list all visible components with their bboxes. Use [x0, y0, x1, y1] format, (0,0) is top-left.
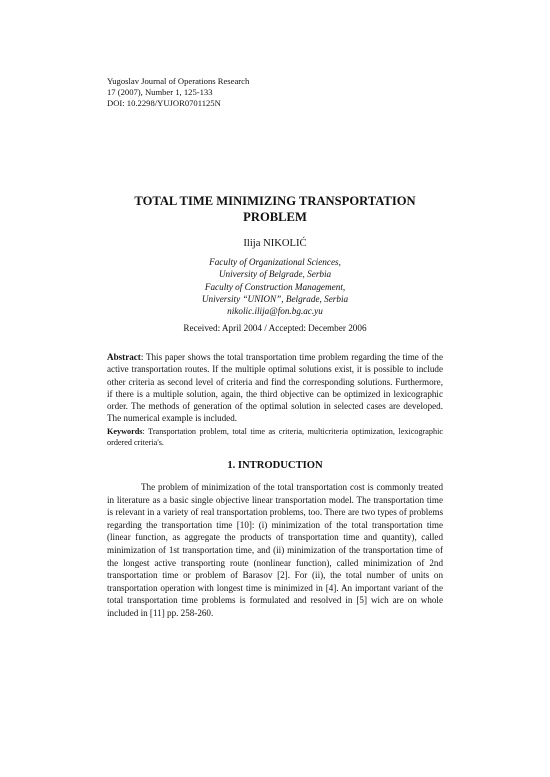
abstract	[107, 351, 443, 425]
paper-title-line-2: PROBLEM	[243, 210, 307, 224]
journal-volume: 17 (2007), Number 1, 125-133	[107, 87, 213, 98]
abstract-label: Abstract	[107, 352, 141, 362]
keywords	[107, 426, 443, 449]
affiliation-line-1: Faculty of Organizational Sciences,	[209, 257, 341, 267]
keywords-label: Keywords	[107, 427, 143, 436]
affiliation-line-4: University “UNION”, Belgrade, Serbia	[201, 293, 349, 304]
paper-title-line-1: TOTAL TIME MINIMIZING TRANSPORTATION	[134, 194, 416, 208]
journal-header	[107, 76, 249, 110]
author-email: nikolic.ilija@fon.bg.ac.yu	[227, 306, 323, 317]
journal-name: Yugoslav Journal of Operations Research	[107, 76, 250, 86]
author-affiliation	[100, 256, 450, 317]
author-name: Ilija NIKOLIĆ	[243, 238, 307, 249]
affiliation-line-2: University of Belgrade, Serbia	[218, 269, 332, 280]
section-heading: 1. INTRODUCTION	[227, 460, 323, 471]
paper-title	[100, 193, 450, 225]
affiliation-line-3: Faculty of Construction Management,	[204, 281, 346, 292]
abstract-text: : This paper shows the total transportation time problem regarding the time of the active transportation routes. If the multiple optimal solutions exist, it is possible to include other criteria as second level of criteria and find the corresponding solutions. Furthermore, if there is a multiple solution, again, the third objective can be optimized in lexicographic order. The methods of generation of the optimal solution in selected cases are developed. The numerical example is included.	[107, 352, 443, 424]
intro-paragraph: The problem of minimization of the total transportation cost is commonly treated in literature as a basic single objective linear transportation model. The transportation time is relevant in a variety of real transportation problems, too. There are two types of problems regarding the transportation time [10]: (i) minimization of the total transportation time (linear function, as aggregate the products of transportation time and quantity), called minimization of 1st transportation time, and (ii) minimization of the transportation time of the longest active transporting route (nonlinear function), called minimization of 2nd transportation time or problem of Barasov [2]. For (ii), the total number of units on transportation operation with longest time is minimized in [4]. An important variant of the total transportation time problems is formulated and resolved in [5] wich are on whole included in [11] pp. 258-260.	[107, 482, 443, 618]
received-dates: Received: April 2004 / Accepted: December 2006	[183, 323, 367, 333]
keywords-text: : Transportation problem, total time as criteria, multicriteria optimization, lexicographic ordered criteria's.	[107, 427, 443, 448]
journal-doi: DOI: 10.2298/YUJOR0701125N	[107, 98, 221, 109]
